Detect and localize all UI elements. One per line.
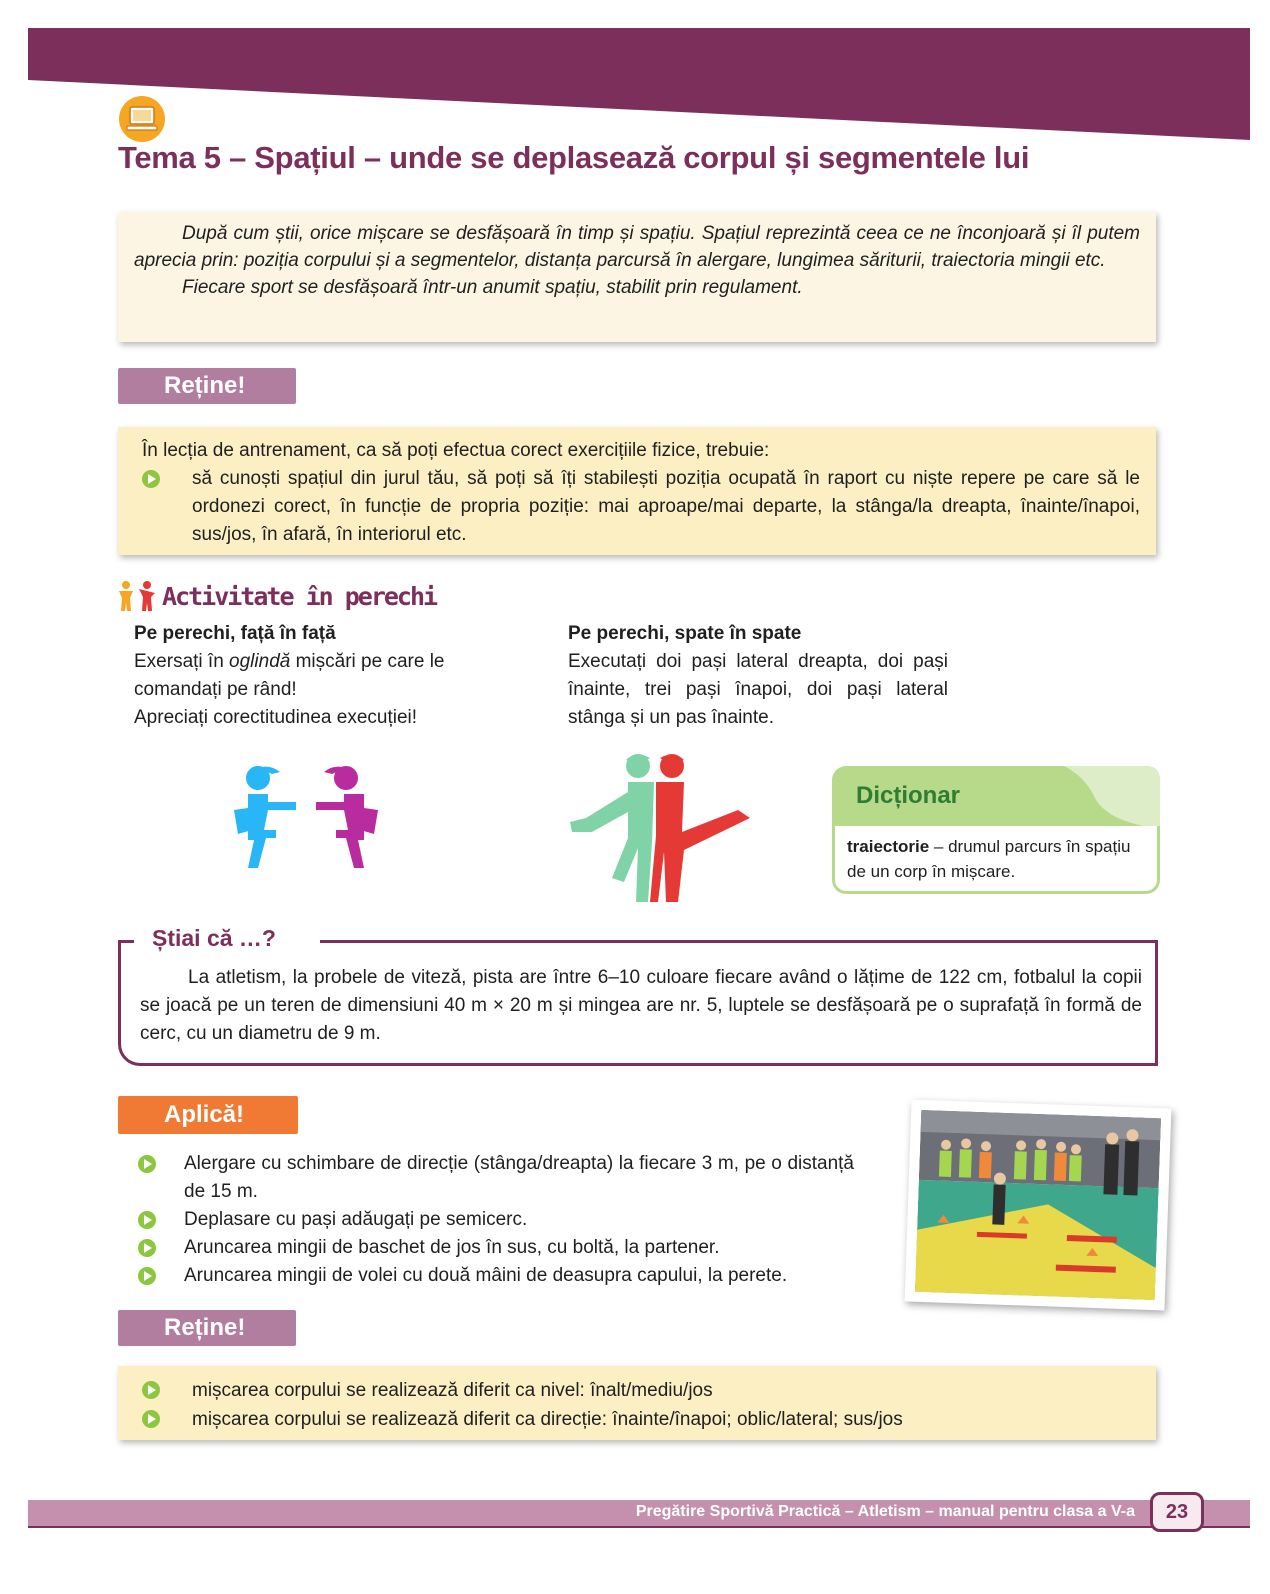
play-bullet-icon bbox=[138, 1211, 156, 1229]
list-item bbox=[142, 465, 1140, 549]
retine-box bbox=[118, 1366, 1156, 1440]
list-item-text: Deplasare cu pași adăugați pe semicerc. bbox=[184, 1209, 528, 1230]
list-item-text: Aruncarea mingii de baschet de jos în sus, cu boltă, la partener. bbox=[184, 1237, 720, 1258]
activity-left-heading: Pe perechi, față în față bbox=[134, 623, 336, 644]
play-bullet-icon bbox=[138, 1267, 156, 1285]
list-item-text: să cunoști spațiul din jurul tău, să poți să îți stabilești poziția ocupată în raport cu niște repere pe care să le ordonezi corect, în funcție de propria poziție: mai aproape/mai departe, la stânga/la dreapta, înainte/înapoi, sus/jos, în afară, în interiorul etc. bbox=[192, 468, 1140, 545]
play-bullet-icon bbox=[142, 1410, 160, 1428]
activity-title: Activitate în perechi bbox=[162, 582, 437, 611]
computer-icon bbox=[118, 95, 166, 143]
page-number: 23 bbox=[1150, 1492, 1204, 1532]
stiai-frame-top-right bbox=[320, 940, 1158, 943]
aplica-label: Aplică! bbox=[118, 1096, 298, 1134]
activity-left-text: Exersați în oglindă mișcări pe care le comandați pe rând! bbox=[134, 651, 445, 700]
list-item bbox=[142, 1405, 1140, 1434]
retine-lead: În lecția de antrenament, ca să poți efectua corect exercițiile fizice, trebuie: bbox=[142, 440, 770, 461]
activity-right bbox=[568, 620, 948, 732]
stiai-paragraph: La atletism, la probele de viteză, pista are între 6–10 culoare fiecare având o lățime de 122 cm, fotbalul la copii se joacă pe un teren de dimensiuni 40 m × 20 m și mingea are nr. 5, luptele se desfășoară pe o suprafață în formă de cerc, cu un diametru de 9 m. bbox=[140, 967, 1142, 1044]
activity-left-text: Apreciați corectitudinea execuției! bbox=[134, 707, 418, 728]
page-title: Tema 5 – Spațiul – unde se deplasează corpul și segmentele lui bbox=[118, 140, 1030, 175]
list-item-text: mișcarea corpului se realizează diferit ca direcție: înainte/înapoi; oblic/lateral; sus/jos bbox=[192, 1409, 903, 1430]
list-item bbox=[142, 1376, 1140, 1405]
intro-paragraph: După cum știi, orice mișcare se desfășoară în timp și spațiu. Spațiul reprezintă ceea ce ne înconjoară și îl putem aprecia prin: poziția corpului și a segmentelor, distanța parcursă în alergare, lungimea săriturii, traiectoria mingii etc. bbox=[134, 223, 1140, 271]
list-item bbox=[138, 1150, 854, 1206]
pair-people-icon bbox=[116, 580, 158, 612]
list-item-text: mișcarea corpului se realizează diferit ca nivel: înalt/mediu/jos bbox=[192, 1380, 713, 1401]
play-bullet-icon bbox=[138, 1155, 156, 1173]
list-item-text: Aruncarea mingii de volei cu două mâini de deasupra capului, la perete. bbox=[184, 1265, 788, 1286]
activity-right-text: Executați doi pași lateral dreapta, doi pași înainte, trei pași înapoi, doi pași lateral stânga și un pas înainte. bbox=[568, 651, 948, 728]
dictionar-curl bbox=[1064, 766, 1160, 826]
dictionar-title: Dicționar bbox=[856, 782, 961, 809]
play-bullet-icon bbox=[142, 470, 160, 488]
aplica-list bbox=[138, 1150, 854, 1290]
intro-box bbox=[118, 212, 1156, 342]
footer-text: Pregătire Sportivă Practică – Atletism – manual pentru clasa a V-a bbox=[635, 1503, 1135, 1520]
list-item bbox=[138, 1262, 854, 1290]
intro-paragraph: Fiecare sport se desfășoară într-un anumit spațiu, stabilit prin regulament. bbox=[182, 277, 803, 298]
list-item bbox=[138, 1206, 854, 1234]
back-to-back-figures bbox=[566, 752, 754, 912]
retine-box bbox=[118, 427, 1156, 555]
gym-photo-illustration bbox=[915, 1110, 1161, 1300]
play-bullet-icon bbox=[138, 1239, 156, 1257]
stiai-text bbox=[140, 964, 1142, 1048]
gym-photo bbox=[905, 1100, 1172, 1311]
dictionar-definition: – drumul parcurs în spațiu de un corp în mișcare. bbox=[847, 837, 1131, 881]
activity-left bbox=[134, 620, 464, 732]
play-bullet-icon bbox=[142, 1381, 160, 1399]
list-item bbox=[138, 1234, 854, 1262]
list-item-text: Alergare cu schimbare de direcție (stânga/dreapta) la fiecare 3 m, pe o distanță de 15 m. bbox=[184, 1153, 854, 1202]
stiai-title: Știai că …? bbox=[152, 925, 276, 951]
stiai-frame-top-left bbox=[118, 940, 134, 943]
footer-line bbox=[28, 1526, 1250, 1528]
retine-label: Reține! bbox=[118, 1310, 296, 1346]
dictionar-term: traiectorie bbox=[847, 837, 930, 856]
face-to-face-figures bbox=[228, 758, 388, 898]
header-banner bbox=[0, 0, 1270, 145]
retine-label: Reține! bbox=[118, 368, 296, 404]
activity-right-heading: Pe perechi, spate în spate bbox=[568, 623, 802, 644]
dictionar-body bbox=[832, 826, 1160, 894]
